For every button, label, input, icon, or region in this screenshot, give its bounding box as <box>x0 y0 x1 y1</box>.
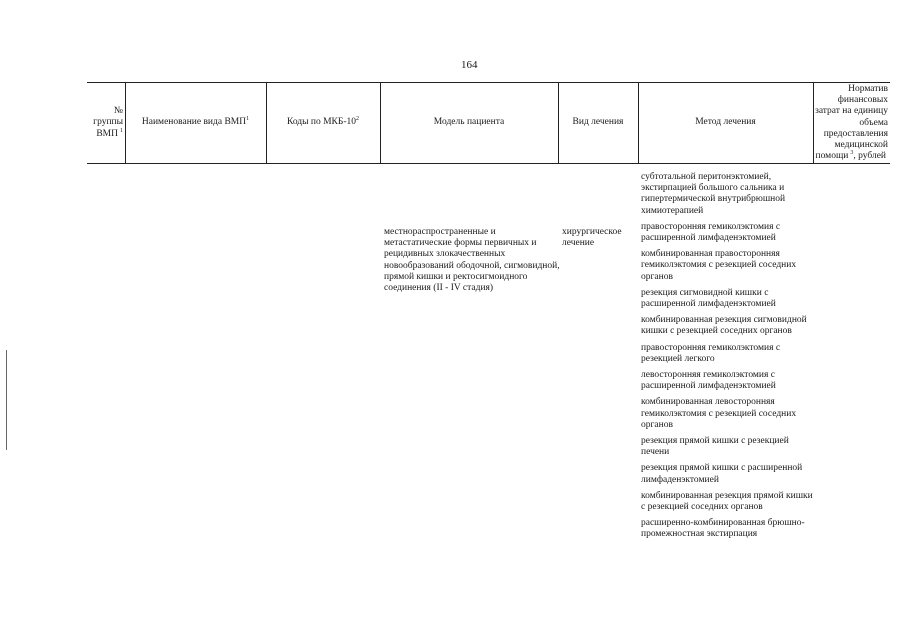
header-treatment-type-text: Вид лечения <box>572 117 624 128</box>
header-vmp-name <box>125 83 266 163</box>
treatment-method-item: расширенно-комбинированная брюшно-промежностная экстирпация <box>641 518 805 540</box>
header-patient-model <box>380 83 558 163</box>
header-icd-codes <box>266 83 380 163</box>
treatment-method-item: правосторонняя гемиколэктомия с резекцией легкого <box>641 342 781 364</box>
treatment-method-list <box>641 172 813 546</box>
treatment-method-item: комбинированная резекция сигмовидной кишки с резекцией соседних органов <box>641 315 807 337</box>
header-group-number-text: № группы ВМП <box>93 106 123 139</box>
treatment-method-item: резекция сигмовидной кишки с расширенной лимфаденэктомией <box>641 287 776 310</box>
cell-treatment-type: хирургическое лечение <box>562 227 622 249</box>
treatment-method-item: резекция прямой кишки с расширенной лимфаденэктомией <box>641 463 803 485</box>
header-group-number <box>87 83 125 163</box>
header-financial-norm-unit: , рублей <box>853 151 886 162</box>
header-financial-norm-text: Норматив финансовых затрат на единицу объема предоставления медицинской помощи <box>815 84 888 162</box>
treatment-method-item: комбинированная резекция прямой кишки с резекцией соседних органов <box>641 490 813 513</box>
treatment-method-item: левосторонняя гемиколэктомия с расширенной лимфаденэктомией <box>641 370 776 392</box>
page-number: 164 <box>461 59 478 71</box>
header-patient-model-text: Модель пациента <box>433 117 505 128</box>
cell-patient-model: местнораспространенные и метастатические формы первичных и рецидивных злокачественных новообразований ободочной, сигмовидной, прямой кишки и ректосигмоидного соединения (II - IV стадия) <box>384 227 560 294</box>
treatment-method-item: субтотальной перитонэктомией, экстирпацией большого сальника и гипертермической внутрибрюшной химиотерапией <box>641 172 786 216</box>
treatment-method-item: комбинированная левосторонняя гемиколэктомия с резекцией соседних органов <box>641 397 797 430</box>
header-vmp-name-text: Наименование вида ВМП <box>141 117 247 128</box>
header-financial-norm <box>813 83 890 163</box>
footnote-marker: 1 <box>246 116 250 123</box>
footnote-marker: 1 <box>120 127 123 134</box>
header-icd-codes-text: Коды по МКБ-10 <box>286 117 357 128</box>
scan-edge-mark <box>6 350 7 450</box>
footnote-marker: 2 <box>356 116 360 123</box>
header-treatment-method-text: Метод лечения <box>695 117 756 128</box>
treatment-method-item: резекция прямой кишки с резекцией печени <box>641 436 789 458</box>
header-treatment-type <box>558 83 638 163</box>
treatment-method-item: правосторонняя гемиколэктомия с расширенной лимфаденэктомией <box>641 221 781 244</box>
table-header-bottom-rule <box>87 163 890 164</box>
footnote-marker: 3 <box>850 150 854 157</box>
treatment-method-item: комбинированная правосторонняя гемиколэктомия с резекцией соседних органов <box>641 249 797 282</box>
header-treatment-method <box>638 83 813 163</box>
